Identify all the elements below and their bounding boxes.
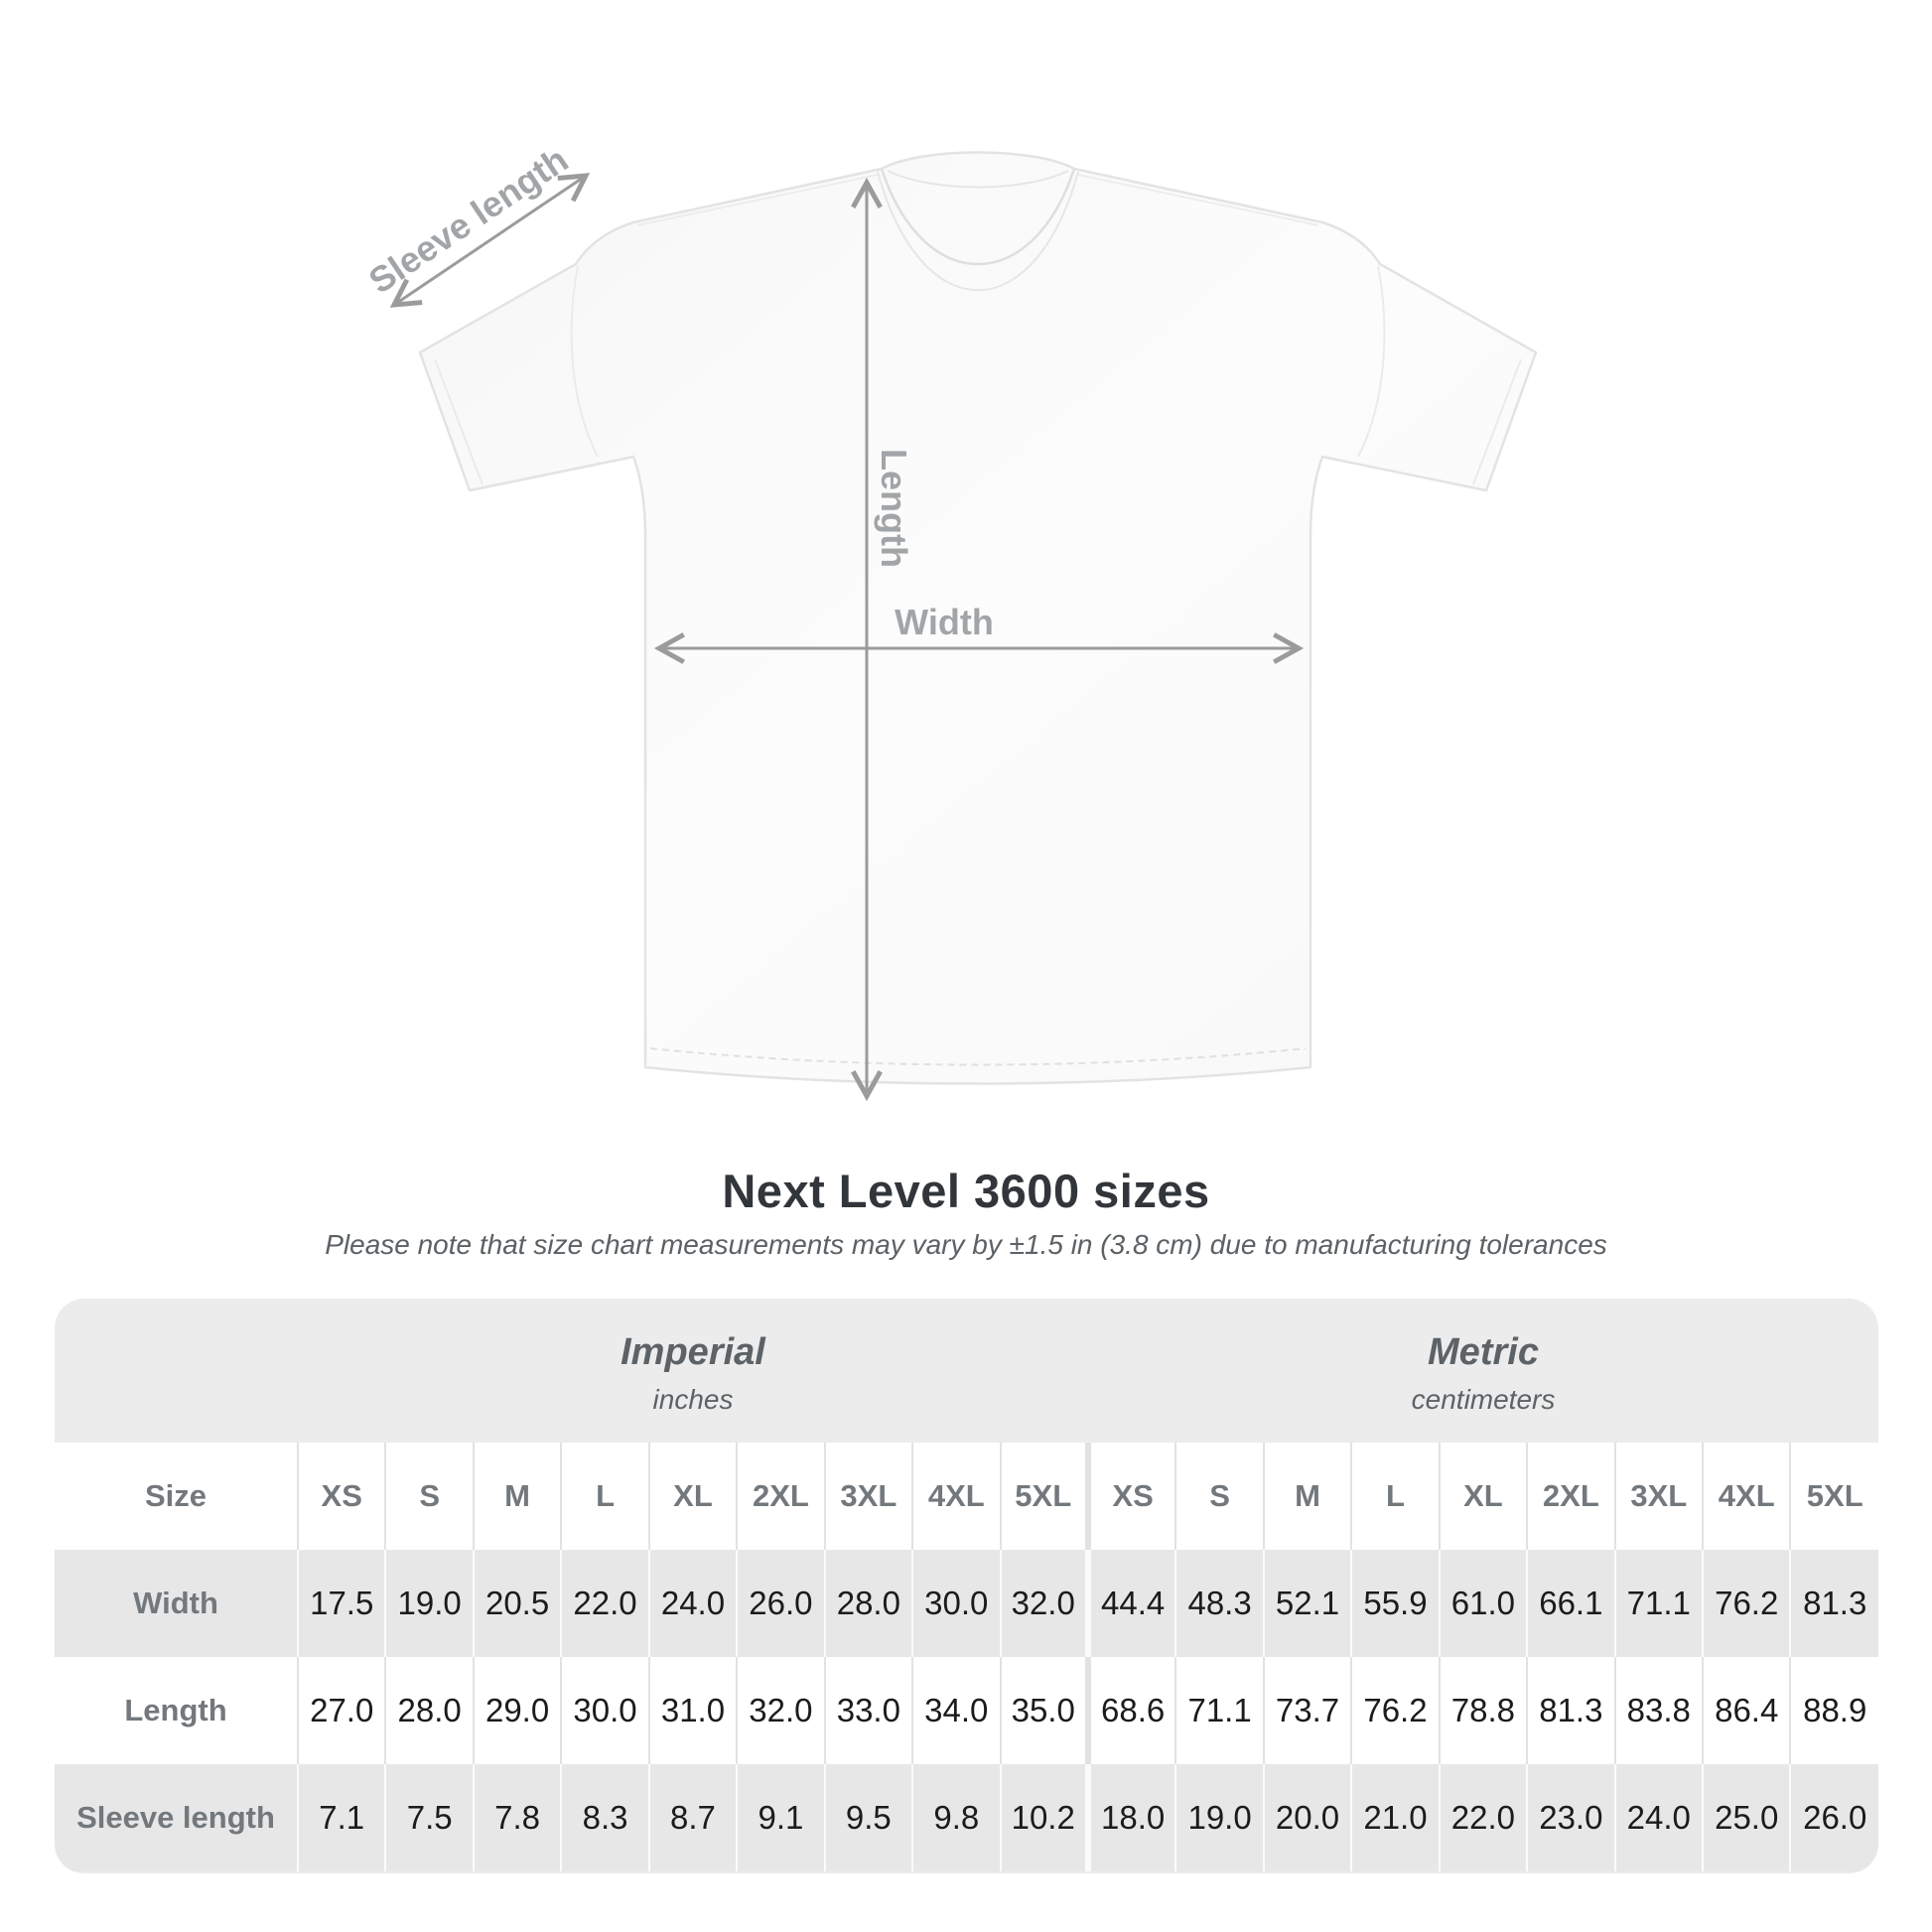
metric-value-cell: 66.1 bbox=[1527, 1550, 1614, 1657]
metric-size-header: L bbox=[1351, 1443, 1439, 1550]
imperial-value-cell: 7.5 bbox=[385, 1764, 473, 1871]
imperial-value-cell: 30.0 bbox=[912, 1550, 1000, 1657]
measurement-row bbox=[55, 1550, 1878, 1657]
imperial-value-cell: 26.0 bbox=[737, 1550, 824, 1657]
metric-sublabel: centimeters bbox=[1411, 1384, 1556, 1415]
imperial-size-header: 4XL bbox=[912, 1443, 1000, 1550]
imperial-size-header: XL bbox=[649, 1443, 737, 1550]
imperial-label: Imperial bbox=[621, 1331, 765, 1373]
metric-value-cell: 71.1 bbox=[1615, 1550, 1703, 1657]
imperial-value-cell: 8.7 bbox=[649, 1764, 737, 1871]
unit-headers bbox=[55, 1299, 1878, 1443]
measurement-rows bbox=[55, 1550, 1878, 1871]
imperial-value-cell: 10.2 bbox=[1001, 1764, 1088, 1871]
metric-value-cell: 19.0 bbox=[1175, 1764, 1263, 1871]
metric-value-cell: 21.0 bbox=[1351, 1764, 1439, 1871]
imperial-value-cell: 19.0 bbox=[385, 1550, 473, 1657]
row-label: Length bbox=[124, 1693, 227, 1727]
imperial-value-cell: 7.1 bbox=[298, 1764, 385, 1871]
metric-size-header: XL bbox=[1440, 1443, 1527, 1550]
imperial-size-header: XS bbox=[298, 1443, 385, 1550]
size-col-header: Size bbox=[144, 1478, 207, 1513]
unit-header-spacer bbox=[55, 1299, 298, 1443]
metric-value-cell: 73.7 bbox=[1264, 1657, 1351, 1764]
metric-value-cell: 81.3 bbox=[1790, 1550, 1878, 1657]
metric-value-cell: 81.3 bbox=[1527, 1657, 1614, 1764]
metric-header bbox=[1088, 1299, 1878, 1443]
metric-value-cell: 24.0 bbox=[1615, 1764, 1703, 1871]
imperial-value-cell: 9.8 bbox=[912, 1764, 1000, 1871]
metric-label: Metric bbox=[1428, 1331, 1539, 1373]
tolerance-note: Please note that size chart measurements may vary by ±1.5 in (3.8 cm) due to manufacturing tolerances bbox=[325, 1229, 1607, 1260]
imperial-value-cell: 31.0 bbox=[649, 1657, 737, 1764]
metric-size-header: 3XL bbox=[1615, 1443, 1703, 1550]
metric-value-cell: 55.9 bbox=[1351, 1550, 1439, 1657]
imperial-value-cell: 32.0 bbox=[737, 1657, 824, 1764]
imperial-value-cell: 8.3 bbox=[561, 1764, 648, 1871]
imperial-value-cell: 28.0 bbox=[385, 1657, 473, 1764]
imperial-size-header: 3XL bbox=[825, 1443, 912, 1550]
imperial-header bbox=[298, 1299, 1088, 1443]
imperial-value-cell: 28.0 bbox=[825, 1550, 912, 1657]
metric-value-cell: 78.8 bbox=[1440, 1657, 1527, 1764]
metric-size-header: 2XL bbox=[1527, 1443, 1614, 1550]
metric-value-cell: 26.0 bbox=[1790, 1764, 1878, 1871]
imperial-value-cell: 33.0 bbox=[825, 1657, 912, 1764]
imperial-value-cell: 7.8 bbox=[474, 1764, 561, 1871]
imperial-value-cell: 20.5 bbox=[474, 1550, 561, 1657]
metric-size-header: M bbox=[1264, 1443, 1351, 1550]
imperial-value-cell: 9.1 bbox=[737, 1764, 824, 1871]
imperial-value-cell: 22.0 bbox=[561, 1550, 648, 1657]
imperial-value-cell: 27.0 bbox=[298, 1657, 385, 1764]
metric-value-cell: 25.0 bbox=[1703, 1764, 1790, 1871]
metric-size-header: 5XL bbox=[1790, 1443, 1878, 1550]
metric-value-cell: 86.4 bbox=[1703, 1657, 1790, 1764]
measurement-row bbox=[55, 1764, 1878, 1871]
width-label: Width bbox=[895, 602, 994, 642]
imperial-size-header: 2XL bbox=[737, 1443, 824, 1550]
metric-value-cell: 68.6 bbox=[1088, 1657, 1175, 1764]
metric-value-cell: 20.0 bbox=[1264, 1764, 1351, 1871]
length-label: Length bbox=[874, 449, 914, 568]
imperial-value-cell: 32.0 bbox=[1001, 1550, 1088, 1657]
metric-value-cell: 44.4 bbox=[1088, 1550, 1175, 1657]
size-table bbox=[55, 1299, 1878, 1873]
metric-value-cell: 71.1 bbox=[1175, 1657, 1263, 1764]
page-title: Next Level 3600 sizes bbox=[722, 1165, 1210, 1217]
metric-value-cell: 61.0 bbox=[1440, 1550, 1527, 1657]
imperial-value-cell: 17.5 bbox=[298, 1550, 385, 1657]
metric-size-header: S bbox=[1175, 1443, 1263, 1550]
metric-value-cell: 76.2 bbox=[1703, 1550, 1790, 1657]
imperial-value-cell: 34.0 bbox=[912, 1657, 1000, 1764]
imperial-value-cell: 24.0 bbox=[649, 1550, 737, 1657]
row-label: Sleeve length bbox=[76, 1800, 275, 1835]
imperial-value-cell: 35.0 bbox=[1001, 1657, 1088, 1764]
metric-value-cell: 83.8 bbox=[1615, 1657, 1703, 1764]
metric-value-cell: 48.3 bbox=[1175, 1550, 1263, 1657]
metric-value-cell: 52.1 bbox=[1264, 1550, 1351, 1657]
metric-value-cell: 23.0 bbox=[1527, 1764, 1614, 1871]
metric-value-cell: 22.0 bbox=[1440, 1764, 1527, 1871]
sleeve-length-label: Sleeve length bbox=[361, 138, 576, 302]
imperial-sublabel: inches bbox=[652, 1384, 734, 1415]
imperial-value-cell: 29.0 bbox=[474, 1657, 561, 1764]
measurement-row bbox=[55, 1657, 1878, 1764]
row-label: Width bbox=[133, 1586, 218, 1620]
imperial-value-cell: 9.5 bbox=[825, 1764, 912, 1871]
imperial-size-header: 5XL bbox=[1001, 1443, 1088, 1550]
metric-size-header: 4XL bbox=[1703, 1443, 1790, 1550]
imperial-size-header: S bbox=[385, 1443, 473, 1550]
metric-value-cell: 18.0 bbox=[1088, 1764, 1175, 1871]
imperial-size-header: M bbox=[474, 1443, 561, 1550]
size-measurements-table bbox=[55, 1443, 1878, 1871]
metric-value-cell: 76.2 bbox=[1351, 1657, 1439, 1764]
size-header-row bbox=[55, 1443, 1878, 1550]
imperial-value-cell: 30.0 bbox=[561, 1657, 648, 1764]
size-header-row bbox=[55, 1443, 1878, 1550]
metric-size-header: XS bbox=[1088, 1443, 1175, 1550]
metric-value-cell: 88.9 bbox=[1790, 1657, 1878, 1764]
imperial-size-header: L bbox=[561, 1443, 648, 1550]
